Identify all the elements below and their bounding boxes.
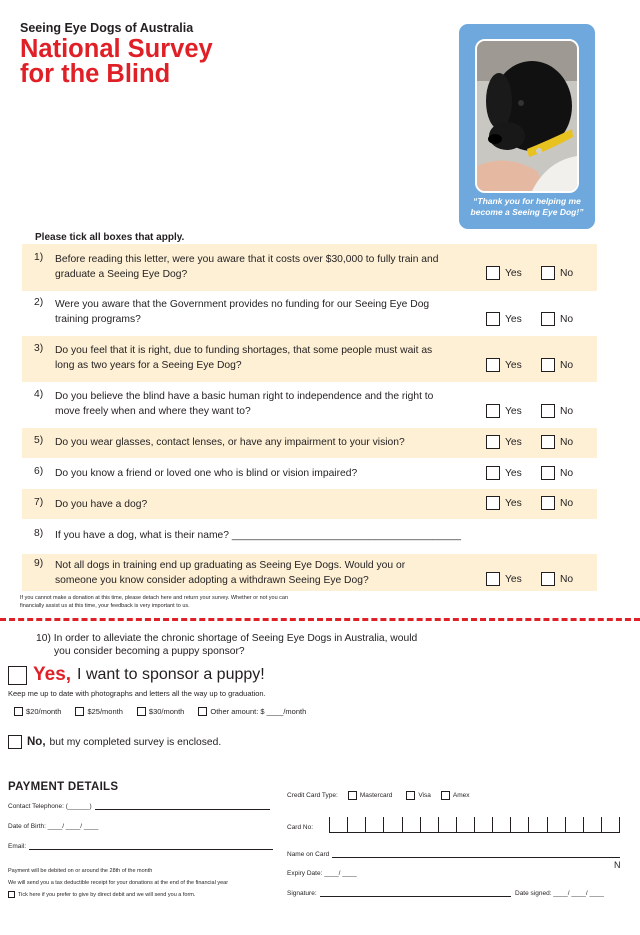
question-text — [55, 558, 480, 588]
no-option[interactable] — [541, 572, 573, 586]
question-2 — [22, 291, 597, 336]
question-number: 4) — [34, 389, 44, 400]
no-checkbox[interactable] — [541, 312, 555, 326]
yes-label: Yes — [505, 405, 522, 417]
yes-option[interactable] — [486, 466, 522, 480]
yes-checkbox[interactable] — [486, 572, 500, 586]
question-text — [55, 466, 480, 481]
yes-option[interactable] — [486, 496, 522, 510]
digit-box[interactable] — [438, 817, 456, 832]
no-checkbox[interactable] — [541, 266, 555, 280]
digit-box[interactable] — [474, 817, 492, 832]
question-line: Were you aware that the Government provides no funding for our Seeing Eye Dog — [55, 299, 430, 310]
yes-checkbox[interactable] — [486, 358, 500, 372]
no-checkbox[interactable] — [541, 572, 555, 586]
caption-line-2: become a Seeing Eye Dog!” — [470, 207, 584, 217]
no-checkbox[interactable] — [541, 404, 555, 418]
page-title — [20, 37, 213, 87]
question-line: Before reading this letter, were you aware that it costs over $30,000 to fully train and — [55, 254, 439, 265]
yes-option[interactable] — [486, 572, 522, 586]
payment-title: PAYMENT DETAILS — [8, 781, 119, 793]
yes-checkbox[interactable] — [486, 404, 500, 418]
amount-label: Other amount: $ ____/month — [210, 707, 307, 716]
question-line: Not all dogs in training end up graduating as Seeing Eye Dogs. Would you or — [55, 560, 406, 571]
instructions: Please tick all boxes that apply. — [35, 232, 185, 243]
amount-30-option[interactable] — [137, 707, 184, 716]
digit-box[interactable] — [528, 817, 546, 832]
caption-line-1: “Thank you for helping me — [473, 196, 581, 206]
date-signed-label: Date signed: ____/ ____/ ____ — [515, 890, 604, 897]
amount-label: $20/month — [26, 707, 62, 716]
no-checkbox[interactable] — [541, 496, 555, 510]
question-text — [55, 389, 480, 419]
question-number: 3) — [34, 343, 44, 354]
receipt-note: We will send you a tax deductible receipt for your donations at the end of the financial year — [8, 880, 229, 886]
dob-label: Date of Birth: ____/ ____/ ____ — [8, 823, 99, 830]
question-5 — [22, 428, 597, 458]
card-label: Mastercard — [359, 792, 393, 799]
amount-options — [14, 707, 320, 716]
question-line: you consider becoming a puppy sponsor? — [54, 646, 245, 657]
digit-box[interactable] — [402, 817, 420, 832]
no-option[interactable] — [541, 266, 573, 280]
digit-box[interactable] — [456, 817, 474, 832]
no-checkbox[interactable] — [541, 358, 555, 372]
yes-option[interactable] — [486, 312, 522, 326]
direct-debit-option[interactable] — [8, 891, 195, 898]
no-label: No — [560, 467, 574, 479]
puppy-photo — [475, 39, 579, 193]
digit-box[interactable] — [420, 817, 438, 832]
no-option[interactable] — [541, 404, 573, 418]
corner-mark: N — [614, 860, 621, 870]
no-label: No — [560, 405, 574, 417]
digit-box[interactable] — [583, 817, 601, 832]
yes-option[interactable] — [486, 435, 522, 449]
question-number: 1) — [34, 252, 44, 263]
card-type-label: Credit Card Type: — [287, 792, 338, 799]
date-signed-field[interactable] — [515, 890, 625, 897]
amount-other-option[interactable] — [198, 707, 306, 716]
detach-note-line: financially assist us at this time, your feedback is very important to us. — [20, 603, 190, 609]
title-line-2: for the Blind — [20, 60, 171, 88]
sponsor-yes-text: I want to sponsor a puppy! — [77, 666, 265, 683]
sponsor-no-option[interactable] — [8, 735, 221, 749]
visa-checkbox[interactable] — [406, 791, 415, 800]
sponsor-no-text: but my completed survey is enclosed. — [49, 736, 222, 748]
yes-label: Yes — [505, 267, 522, 279]
no-option[interactable] — [541, 496, 573, 510]
expiry-label: Expiry Date: ____/ ____ — [287, 870, 357, 877]
amount-checkbox[interactable] — [75, 707, 84, 716]
sponsor-yes-checkbox[interactable] — [8, 666, 27, 685]
yes-checkbox[interactable] — [486, 496, 500, 510]
amount-label: $30/month — [148, 707, 185, 716]
digit-box[interactable] — [347, 817, 365, 832]
name-on-card-label: Name on Card — [287, 851, 330, 858]
visa-option[interactable] — [406, 791, 431, 800]
card-number-boxes[interactable] — [329, 813, 620, 833]
question-line: Do you have a dog? — [55, 499, 148, 510]
amount-checkbox[interactable] — [198, 707, 207, 716]
question-line: graduate a Seeing Eye Dog? — [55, 269, 188, 280]
sponsor-yes-option[interactable] — [8, 664, 265, 686]
yes-option[interactable] — [486, 358, 522, 372]
question-number: 8) — [34, 528, 44, 539]
card-number-label: Card No: — [287, 824, 314, 831]
title-line-1: National Survey — [20, 35, 213, 63]
digit-box[interactable] — [329, 817, 347, 832]
question-number: 6) — [34, 466, 44, 477]
digit-box[interactable] — [601, 817, 620, 832]
question-9 — [22, 554, 597, 591]
sponsor-yes-word: Yes, — [33, 664, 72, 685]
detach-note-line: If you cannot make a donation at this time, please detach here and return your survey. Whether or not you can — [20, 595, 289, 601]
question-line: long as two years for a Seeing Eye Dog? — [55, 360, 242, 371]
digit-box[interactable] — [365, 817, 383, 832]
no-option[interactable] — [541, 312, 573, 326]
direct-debit-checkbox[interactable] — [8, 891, 15, 898]
question-text[interactable] — [55, 528, 495, 543]
amex-checkbox[interactable] — [441, 791, 450, 800]
question-line: Do you know a friend or loved one who is blind or vision impaired? — [55, 468, 358, 479]
signature-field[interactable] — [287, 890, 511, 897]
card-label: Amex — [452, 792, 470, 799]
question-8 — [22, 519, 597, 554]
telephone-line[interactable] — [95, 803, 270, 810]
question-6 — [22, 458, 597, 489]
card-type-row — [287, 791, 470, 800]
question-text — [55, 497, 480, 512]
email-label: Email: — [8, 843, 27, 850]
debit-note: Payment will be debited on or around the 28th of the month — [8, 868, 153, 874]
no-label: No — [560, 573, 574, 585]
no-label: No — [560, 267, 574, 279]
yes-option[interactable] — [486, 404, 522, 418]
yes-label: Yes — [505, 497, 522, 509]
detach-note — [20, 594, 380, 610]
no-label: No — [560, 313, 574, 325]
no-label: No — [560, 359, 574, 371]
question-number: 5) — [34, 435, 44, 446]
question-1 — [22, 244, 597, 291]
no-label: No — [560, 497, 574, 509]
photo-caption — [461, 196, 593, 218]
question-line: Do you believe the blind have a basic human right to independence and the right to — [55, 391, 434, 402]
digit-box[interactable] — [565, 817, 583, 832]
yes-label: Yes — [505, 359, 522, 371]
signature-line[interactable] — [320, 890, 511, 897]
name-on-card-field[interactable] — [287, 851, 620, 858]
email-line[interactable] — [29, 843, 273, 850]
dog-name-field[interactable]: If you have a dog, what is their name? ________________________________________ — [55, 530, 461, 541]
question-number: 7) — [34, 497, 44, 508]
question-text — [55, 252, 480, 282]
question-number: 2) — [34, 297, 44, 308]
amex-option[interactable] — [441, 791, 470, 800]
question-line: 10) In order to alleviate the chronic shortage of Seeing Eye Dogs in Australia, would — [36, 633, 418, 644]
question-line: Do you feel that it is right, due to funding shortages, that some people must wait as — [55, 345, 433, 356]
name-on-card-line[interactable] — [332, 851, 620, 858]
question-text — [55, 343, 480, 373]
dob-field[interactable] — [8, 823, 270, 830]
telephone-label: Contact Telephone: (______) — [8, 803, 92, 810]
question-number: 9) — [34, 558, 44, 569]
yes-label: Yes — [505, 467, 522, 479]
no-checkbox[interactable] — [541, 466, 555, 480]
yes-label: Yes — [505, 573, 522, 585]
puppy-photo-card — [459, 24, 595, 229]
email-field[interactable] — [8, 843, 273, 850]
amount-label: $25/month — [87, 707, 123, 716]
yes-option[interactable] — [486, 266, 522, 280]
no-option[interactable] — [541, 435, 573, 449]
question-4 — [22, 382, 597, 428]
question-text — [55, 435, 480, 450]
yes-label: Yes — [505, 436, 522, 448]
digit-box[interactable] — [492, 817, 510, 832]
signature-label: Signature: — [287, 890, 317, 897]
tear-line — [0, 618, 640, 621]
question-line: Do you wear glasses, contact lenses, or have any impairment to your vision? — [55, 437, 405, 448]
yes-checkbox[interactable] — [486, 266, 500, 280]
digit-box[interactable] — [547, 817, 565, 832]
yes-checkbox[interactable] — [486, 435, 500, 449]
card-label: Visa — [418, 792, 431, 799]
sponsor-no-checkbox[interactable] — [8, 735, 22, 749]
mastercard-option[interactable] — [348, 791, 393, 800]
amount-checkbox[interactable] — [137, 707, 146, 716]
sponsor-no-word: No, — [27, 736, 46, 748]
no-label: No — [560, 436, 574, 448]
question-10 — [36, 632, 466, 658]
amount-25-option[interactable] — [75, 707, 122, 716]
no-option[interactable] — [541, 466, 573, 480]
question-3 — [22, 336, 597, 382]
question-text — [55, 297, 480, 327]
digit-box[interactable] — [510, 817, 528, 832]
yes-checkbox[interactable] — [486, 466, 500, 480]
question-line: training programs? — [55, 314, 141, 325]
telephone-field[interactable] — [8, 803, 270, 810]
no-checkbox[interactable] — [541, 435, 555, 449]
yes-checkbox[interactable] — [486, 312, 500, 326]
digit-box[interactable] — [383, 817, 401, 832]
amount-20-option[interactable] — [14, 707, 61, 716]
org-name: Seeing Eye Dogs of Australia — [20, 21, 194, 35]
yes-label: Yes — [505, 313, 522, 325]
expiry-field[interactable] — [287, 870, 407, 877]
question-line: someone you know consider adopting a withdrawn Seeing Eye Dog? — [55, 575, 369, 586]
mastercard-checkbox[interactable] — [348, 791, 357, 800]
no-option[interactable] — [541, 358, 573, 372]
question-line: move freely when and where they want to? — [55, 406, 251, 417]
question-7 — [22, 489, 597, 519]
amount-checkbox[interactable] — [14, 707, 23, 716]
keep-updated-note: Keep me up to date with photographs and letters all the way up to graduation. — [8, 689, 266, 698]
direct-debit-label: Tick here if you prefer to give by direct debit and we will send you a form. — [18, 891, 196, 898]
